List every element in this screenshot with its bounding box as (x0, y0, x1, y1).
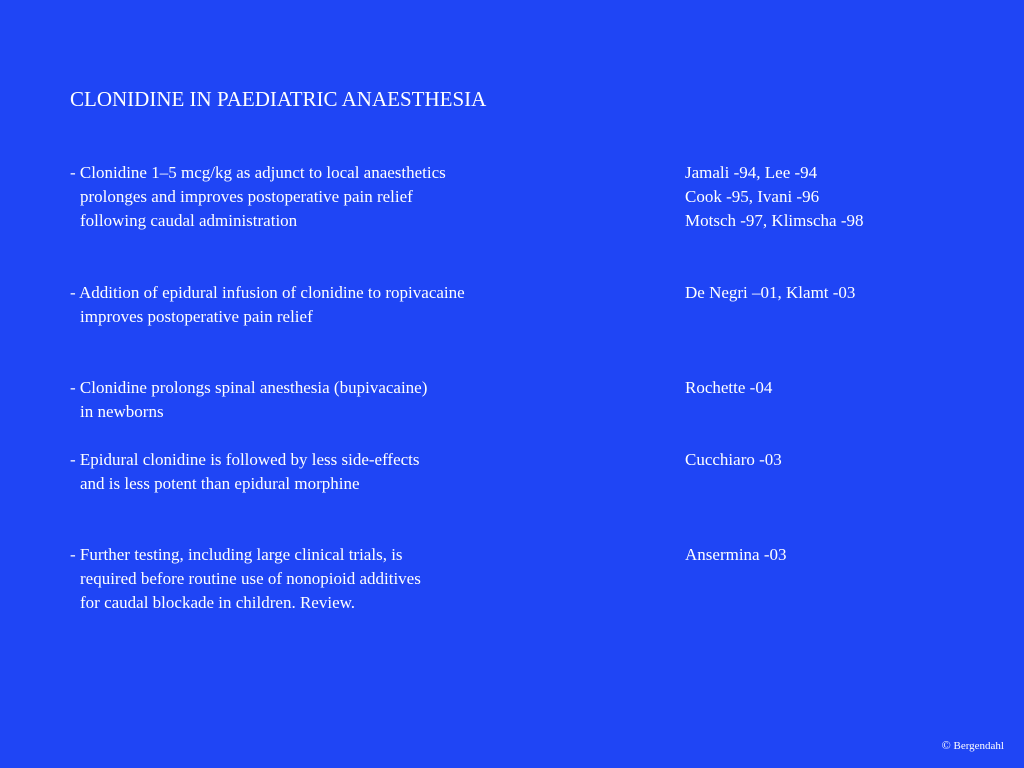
reference-list (685, 161, 1005, 233)
reference: Cook -95, Ivani -96 (685, 187, 820, 206)
bullet-line: required before routine use of nonopioid additives (80, 569, 421, 588)
reference-list (685, 281, 1005, 305)
bullet-text (70, 161, 670, 233)
bullet-text (70, 376, 670, 424)
reference: De Negri –01, Klamt -03 (685, 283, 856, 302)
reference: Rochette -04 (685, 378, 773, 397)
reference: Motsch -97, Klimscha -98 (685, 211, 864, 230)
bullet-line: for caudal blockade in children. Review. (80, 593, 356, 612)
copyright-icon: © (941, 738, 951, 752)
bullet-line: - Further testing, including large clinical trials, is (70, 545, 403, 564)
reference: Cucchiaro -03 (685, 450, 782, 469)
reference-list (685, 543, 1005, 567)
slide-title: CLONIDINE IN PAEDIATRIC ANAESTHESIA (70, 87, 487, 111)
bullet-text (70, 281, 670, 329)
bullet-line: prolonges and improves postoperative pain relief (80, 187, 413, 206)
reference-list (685, 376, 1005, 400)
bullet-line: - Clonidine prolongs spinal anesthesia (bupivacaine) (70, 378, 428, 397)
bullet-text (70, 448, 670, 496)
bullet-line: - Epidural clonidine is followed by less side-effects (70, 450, 420, 469)
reference: Jamali -94, Lee -94 (685, 163, 818, 182)
bullet-line: improves postoperative pain relief (80, 307, 313, 326)
copyright-author: Bergendahl (953, 740, 1004, 752)
copyright-notice (942, 738, 1004, 753)
bullet-line: - Addition of epidural infusion of clonidine to ropivacaine (70, 283, 465, 302)
bullet-line: - Clonidine 1–5 mcg/kg as adjunct to local anaesthetics (70, 163, 446, 182)
bullet-line: following caudal administration (80, 211, 298, 230)
reference: Ansermina -03 (685, 545, 787, 564)
bullet-line: and is less potent than epidural morphine (80, 474, 360, 493)
bullet-text (70, 543, 670, 615)
bullet-line: in newborns (80, 402, 164, 421)
reference-list (685, 448, 1005, 472)
